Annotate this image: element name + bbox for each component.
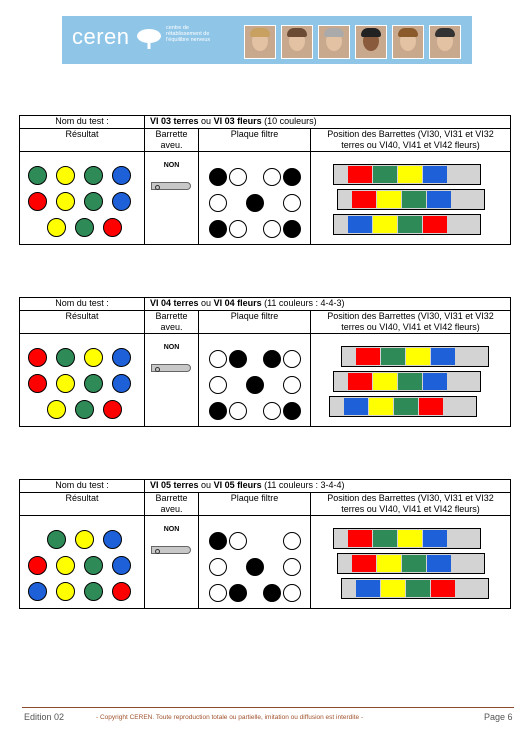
filter-hole-white — [263, 220, 281, 238]
color-circle — [84, 374, 103, 393]
bar-segment — [377, 191, 401, 208]
color-circle — [103, 400, 122, 419]
filter-hole-black — [283, 168, 301, 186]
bar-segment — [373, 530, 397, 547]
non-label: NON — [163, 344, 180, 351]
filter-hole-black — [229, 350, 247, 368]
face-photo-5 — [392, 25, 424, 59]
bar-segment — [373, 216, 397, 233]
color-bar — [337, 189, 485, 210]
filter-hole-white — [209, 558, 227, 576]
color-circle — [28, 348, 47, 367]
filter-hole-white — [229, 532, 247, 550]
bar-segment — [402, 555, 426, 572]
color-circle — [28, 166, 47, 185]
bar-segment — [423, 530, 447, 547]
brand-tagline: centre de rétablissement de l'équilibre nerveux — [166, 25, 211, 43]
edition-label: Edition 02 — [24, 712, 65, 722]
filter-hole-black — [263, 350, 281, 368]
bar-segment — [431, 348, 455, 365]
color-circle — [112, 582, 131, 601]
bar-segment — [373, 373, 397, 390]
color-circle — [84, 556, 103, 575]
barrette-cell — [145, 152, 198, 244]
bar-segment — [423, 216, 447, 233]
bar-segment — [427, 191, 451, 208]
color-circle — [47, 400, 66, 419]
bar-segment — [427, 555, 451, 572]
resultat-header: Résultat — [20, 493, 145, 516]
copyright-notice: - Copyright CEREN. Toute reproduction totale ou partielle, imitation ou diffusion est interdite - — [96, 714, 364, 721]
position-header: Position des Barrettes (VI30, VI31 et VI32 terres ou VI40, VI41 et VI42 fleurs) — [311, 493, 511, 516]
color-circle — [28, 192, 47, 211]
bar-segment — [352, 555, 376, 572]
filter-hole-white — [283, 532, 301, 550]
result-circles — [20, 334, 144, 426]
test-table-vi03 — [19, 115, 511, 245]
page-number: Page 6 — [484, 712, 513, 722]
position-header: Position des Barrettes (VI30, VI31 et VI32 terres ou VI40, VI41 et VI42 fleurs) — [311, 129, 511, 152]
filter-hole-white — [229, 402, 247, 420]
color-bar — [333, 164, 481, 185]
color-circle — [112, 374, 131, 393]
filter-hole-white — [229, 168, 247, 186]
filter-hole-black — [209, 168, 227, 186]
bar-segment — [402, 191, 426, 208]
filter-hole-white — [263, 168, 281, 186]
test-name: VI 03 terres ou VI 03 fleurs (10 couleurs) — [145, 116, 511, 129]
filter-hole-white — [283, 584, 301, 602]
bar-segment — [348, 166, 372, 183]
face-photo-2 — [281, 25, 313, 59]
filter-plate — [199, 334, 310, 426]
plaque-header: Plaque filtre — [199, 493, 311, 516]
color-circle — [84, 166, 103, 185]
bar-segment — [352, 191, 376, 208]
filter-hole-white — [283, 350, 301, 368]
test-table-vi04 — [19, 297, 511, 427]
test-name: VI 04 terres ou VI 04 fleurs (11 couleurs : 4-4-3) — [145, 298, 511, 311]
bar-segment — [398, 166, 422, 183]
bar-positions — [311, 152, 510, 244]
filter-hole-white — [209, 350, 227, 368]
filter-hole-black — [209, 220, 227, 238]
color-bar — [333, 528, 481, 549]
barrette-cell — [145, 516, 198, 608]
color-circle — [56, 582, 75, 601]
filter-hole-black — [209, 532, 227, 550]
color-circle — [75, 218, 94, 237]
non-label: NON — [163, 162, 180, 169]
color-circle — [56, 192, 75, 211]
nom-label: Nom du test : — [20, 480, 145, 493]
barrette-header: Barrette aveu. — [145, 129, 199, 152]
bar-segment — [344, 398, 368, 415]
barrette-tab-icon — [151, 546, 191, 554]
color-bar — [337, 553, 485, 574]
bar-segment — [348, 530, 372, 547]
filter-hole-black — [246, 194, 264, 212]
color-bar — [341, 346, 489, 367]
bar-segment — [348, 373, 372, 390]
bar-segment — [356, 580, 380, 597]
bar-segment — [373, 166, 397, 183]
bar-segment — [377, 555, 401, 572]
face-photo-6 — [429, 25, 461, 59]
bar-segment — [369, 398, 393, 415]
result-circles — [20, 516, 144, 608]
bar-segment — [398, 216, 422, 233]
bar-segment — [381, 348, 405, 365]
face-photo-3 — [318, 25, 350, 59]
filter-hole-black — [246, 558, 264, 576]
filter-hole-black — [209, 402, 227, 420]
plaque-header: Plaque filtre — [199, 129, 311, 152]
footer-divider — [22, 707, 514, 708]
filter-hole-black — [283, 402, 301, 420]
color-circle — [103, 218, 122, 237]
bar-segment — [406, 580, 430, 597]
color-circle — [56, 374, 75, 393]
bar-segment — [419, 398, 443, 415]
color-circle — [84, 192, 103, 211]
bar-segment — [423, 373, 447, 390]
color-circle — [56, 166, 75, 185]
color-bar — [341, 578, 489, 599]
bar-segment — [381, 580, 405, 597]
barrette-cell — [145, 334, 198, 426]
position-header: Position des Barrettes (VI30, VI31 et VI32 terres ou VI40, VI41 et VI42 fleurs) — [311, 311, 511, 334]
bar-segment — [423, 166, 447, 183]
filter-hole-white — [283, 558, 301, 576]
color-bar — [329, 396, 477, 417]
non-label: NON — [163, 526, 180, 533]
bar-segment — [348, 216, 372, 233]
result-circles — [20, 152, 144, 244]
bar-segment — [356, 348, 380, 365]
color-circle — [28, 582, 47, 601]
color-circle — [112, 556, 131, 575]
test-table-vi05 — [19, 479, 511, 609]
color-circle — [112, 166, 131, 185]
color-circle — [56, 556, 75, 575]
barrette-tab-icon — [151, 364, 191, 372]
plaque-header: Plaque filtre — [199, 311, 311, 334]
filter-hole-black — [283, 220, 301, 238]
brand-logo-text: ceren — [72, 24, 130, 49]
color-bar — [333, 214, 481, 235]
filter-plate — [199, 516, 310, 608]
bar-positions — [311, 334, 510, 426]
nom-label: Nom du test : — [20, 116, 145, 129]
color-circle — [28, 556, 47, 575]
color-circle — [28, 374, 47, 393]
resultat-header: Résultat — [20, 311, 145, 334]
barrette-header: Barrette aveu. — [145, 311, 199, 334]
test-name: VI 05 terres ou VI 05 fleurs (11 couleurs : 3-4-4) — [145, 480, 511, 493]
filter-hole-white — [283, 194, 301, 212]
color-circle — [103, 530, 122, 549]
color-circle — [47, 218, 66, 237]
filter-hole-black — [246, 376, 264, 394]
barrette-tab-icon — [151, 182, 191, 190]
color-circle — [75, 400, 94, 419]
color-circle — [112, 192, 131, 211]
face-photo-4 — [355, 25, 387, 59]
filter-hole-black — [229, 584, 247, 602]
barrette-header: Barrette aveu. — [145, 493, 199, 516]
filter-hole-white — [263, 402, 281, 420]
filter-hole-white — [209, 584, 227, 602]
color-circle — [112, 348, 131, 367]
filter-hole-white — [209, 376, 227, 394]
color-circle — [56, 348, 75, 367]
color-circle — [75, 530, 94, 549]
tree-icon — [136, 28, 162, 50]
color-circle — [84, 348, 103, 367]
filter-hole-white — [229, 220, 247, 238]
filter-hole-black — [263, 584, 281, 602]
resultat-header: Résultat — [20, 129, 145, 152]
color-bar — [333, 371, 481, 392]
bar-segment — [398, 530, 422, 547]
color-circle — [47, 530, 66, 549]
filter-plate — [199, 152, 310, 244]
bar-segment — [406, 348, 430, 365]
bar-positions — [311, 516, 510, 608]
color-circle — [84, 582, 103, 601]
bar-segment — [398, 373, 422, 390]
nom-label: Nom du test : — [20, 298, 145, 311]
filter-hole-white — [283, 376, 301, 394]
filter-hole-white — [209, 194, 227, 212]
header-banner — [62, 16, 472, 64]
bar-segment — [394, 398, 418, 415]
bar-segment — [431, 580, 455, 597]
face-photo-1 — [244, 25, 276, 59]
